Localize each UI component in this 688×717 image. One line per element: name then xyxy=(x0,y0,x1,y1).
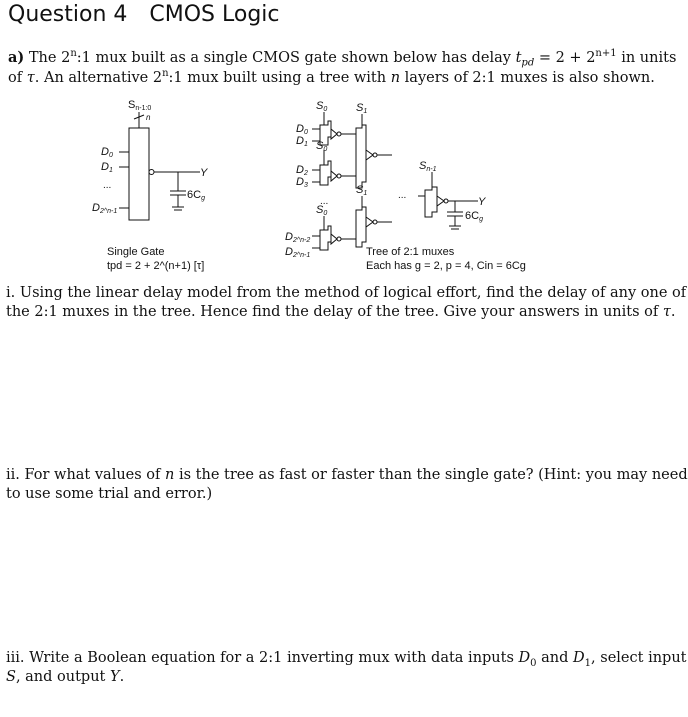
text: = 2 + 2 xyxy=(534,49,596,66)
single-bus-width: n xyxy=(146,113,151,122)
text: D xyxy=(101,161,109,173)
text: and xyxy=(536,650,574,666)
text: S xyxy=(6,669,16,685)
part-ii-line1 xyxy=(6,466,688,485)
single-dots: ... xyxy=(103,180,112,191)
text: t xyxy=(515,49,522,66)
text: , select input xyxy=(591,650,687,666)
text: of xyxy=(8,69,27,86)
text: n-1 xyxy=(426,166,437,173)
text: D xyxy=(296,176,304,188)
text: ii. For what values of xyxy=(6,467,166,483)
text: S xyxy=(316,140,324,152)
text: S xyxy=(356,102,364,114)
tree-dots-left: ... xyxy=(320,196,329,207)
part-a-label: a) xyxy=(8,48,25,66)
text: S xyxy=(316,204,324,216)
text: τ xyxy=(662,304,671,320)
text: 2^n-1 xyxy=(292,252,311,259)
single-output-label: Y xyxy=(200,167,208,179)
text: . xyxy=(670,304,676,320)
text: iii. Write a Boolean equation for a 2:1 inverting mux with data inputs xyxy=(6,650,519,666)
tree-s0-mid xyxy=(316,140,327,153)
text: :1 mux built using a tree with xyxy=(168,69,391,86)
tree-s1-bot xyxy=(356,184,367,197)
text: 6C xyxy=(465,210,480,222)
text: D xyxy=(101,146,109,158)
text: n+1 xyxy=(595,48,617,59)
text: :1 mux built as a single CMOS gate shown below has delay xyxy=(76,49,516,66)
text: . xyxy=(119,669,125,685)
text: 1 xyxy=(108,167,113,174)
text: 2^n-2 xyxy=(292,237,311,244)
tree-sn1 xyxy=(419,160,437,173)
text: S xyxy=(419,160,427,172)
text: . An alternative 2 xyxy=(34,69,163,86)
text: 0 xyxy=(530,657,537,669)
text: D xyxy=(296,123,304,135)
text: 1 xyxy=(584,657,592,669)
text: D xyxy=(296,135,304,147)
text: S xyxy=(128,99,136,111)
text: n xyxy=(162,68,169,79)
text: , and output xyxy=(15,669,110,685)
text: 0 xyxy=(323,210,328,217)
text: D xyxy=(573,650,585,666)
text: D xyxy=(518,650,531,666)
text: D xyxy=(285,231,293,243)
part-a-line2 xyxy=(8,64,655,88)
part-i-line2 xyxy=(6,303,675,322)
text: layers of 2:1 muxes is also shown. xyxy=(400,69,655,86)
text: g xyxy=(479,216,483,223)
text: 2 xyxy=(303,170,308,177)
tree-dn1 xyxy=(285,246,310,259)
single-select-label xyxy=(128,99,151,112)
text: n-1:0 xyxy=(135,105,152,112)
text: D xyxy=(285,246,293,258)
question-topic: CMOS Logic xyxy=(149,2,280,27)
tree-output-label: Y xyxy=(478,196,486,208)
text: 1 xyxy=(303,141,308,148)
text: in units xyxy=(616,49,677,66)
text: g xyxy=(201,195,205,202)
text: D xyxy=(296,164,304,176)
tree-s0-top xyxy=(316,100,327,113)
text: 0 xyxy=(323,106,328,113)
text: 1 xyxy=(363,108,368,115)
question-heading xyxy=(8,2,280,27)
tree-d1 xyxy=(296,135,308,148)
text: n xyxy=(165,467,175,483)
part-ii-line2: to use some trial and error.) xyxy=(6,486,213,502)
part-iii-line2 xyxy=(6,668,124,687)
single-d0-label xyxy=(101,146,113,159)
question-number: Question 4 xyxy=(8,2,128,27)
text: S xyxy=(356,184,364,196)
single-dlast-label xyxy=(92,202,117,215)
text: 2^n-1 xyxy=(99,208,118,215)
text: n xyxy=(390,69,401,86)
mux-figure xyxy=(0,92,643,282)
text: 1 xyxy=(363,190,368,197)
tree-s1-top xyxy=(356,102,367,115)
text: 0 xyxy=(108,152,113,159)
tree-d3 xyxy=(296,176,308,189)
part-i-line1: i. Using the linear delay model from the method of logical effort, find the delay of any one of xyxy=(6,285,687,301)
text: is the tree as fast or faster than the single gate? (Hint: you may need xyxy=(174,467,688,483)
single-load-label xyxy=(187,189,205,202)
tree-dots-right: ... xyxy=(398,190,407,201)
text: 3 xyxy=(303,182,308,189)
text: the 2:1 muxes in the tree. Hence find the delay of the tree. Give your answers in units of xyxy=(6,304,663,320)
single-caption-1: Single Gate xyxy=(107,246,165,258)
text: S xyxy=(316,100,324,112)
single-caption-2: tpd = 2 + 2^(n+1) [τ] xyxy=(107,260,205,272)
text: D xyxy=(92,202,100,214)
text: 0 xyxy=(303,129,308,136)
tree-caption-1: Tree of 2:1 muxes xyxy=(366,246,455,258)
text: τ xyxy=(26,69,35,86)
text: 0 xyxy=(323,146,328,153)
text: Y xyxy=(109,669,120,685)
tree-caption-2: Each has g = 2, p = 4, Cin = 6Cg xyxy=(366,260,526,272)
text: pd xyxy=(521,57,535,69)
text: The 2 xyxy=(28,49,71,66)
single-gate-box xyxy=(129,128,149,220)
tree-dn2 xyxy=(285,231,310,244)
single-d1-label xyxy=(101,161,113,174)
text: 6C xyxy=(187,189,202,201)
tree-load-label xyxy=(465,210,483,223)
text: n xyxy=(70,48,77,59)
